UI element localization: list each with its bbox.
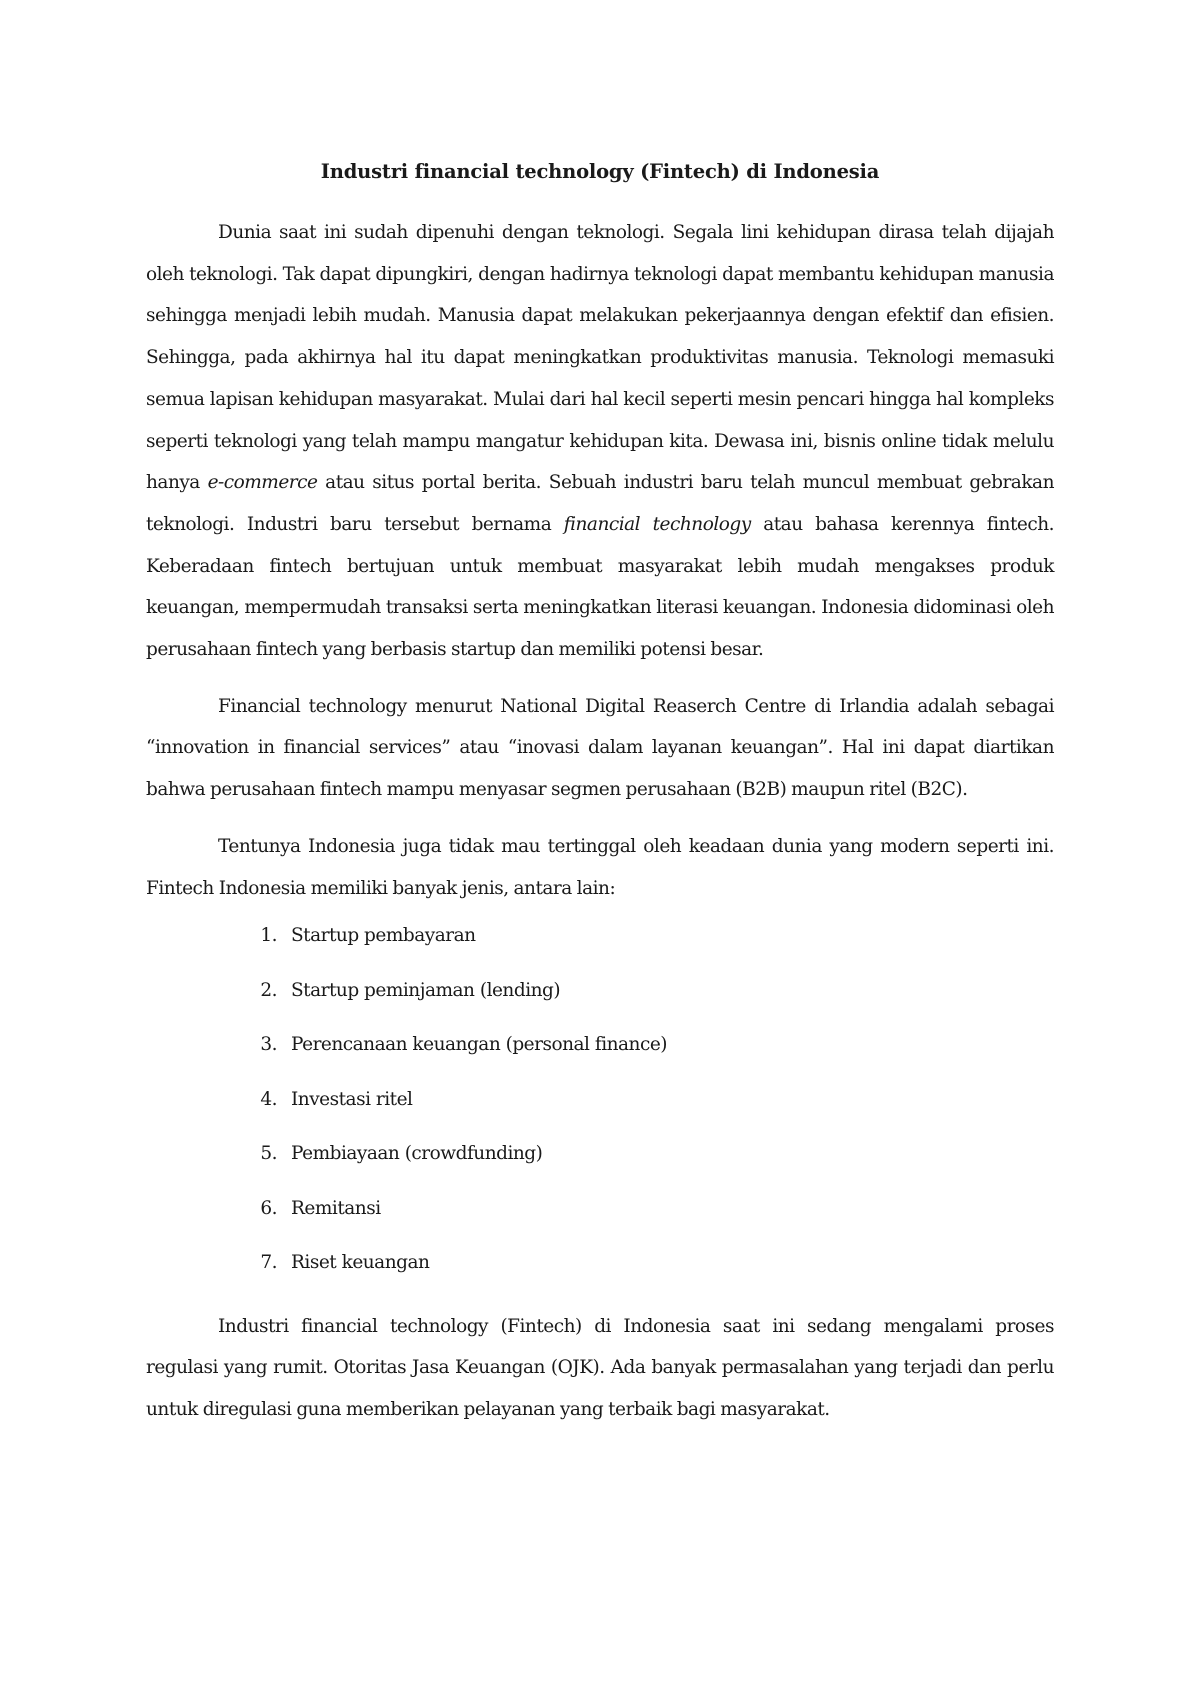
paragraph-definition: Financial technology menurut National Digital Reaserch Centre di Irlandia adalah sebagai “innovation in financial services” atau “inovasi dalam layanan keuangan”. Hal ini dapat diartikan bahwa perusahaan fintech mampu menyasar segmen perusahaan (B2B) maupun ritel (B2C). [146, 695, 1054, 801]
paragraph-types-intro: Tentunya Indonesia juga tidak mau tertinggal oleh keadaan dunia yang modern seperti ini. Fintech Indonesia memiliki banyak jenis, antara lain: [146, 835, 1054, 899]
list-item-text: Perencanaan keuangan (personal finance) [291, 1034, 667, 1056]
list-item-number: 4. [260, 1088, 277, 1110]
paragraph-intro-text-3: atau bahasa kerennya fintech. Keberadaan fintech bertujuan untuk membuat masyarakat lebih mudah mengakses produk keuangan, mempermudah transaksi serta meningkatkan literasi keuangan. Indonesia didominasi oleh perusahaan fintech yang berbasis startup dan memiliki potensi besar. [146, 513, 1054, 661]
list-item-number: 6. [260, 1197, 277, 1219]
list-item-number: 3. [260, 1034, 277, 1056]
paragraph-intro-text-2: atau situs portal berita. Sebuah industri baru telah muncul membuat gebrakan teknologi. Industri baru tersebut bernama [146, 472, 1054, 535]
paragraph-intro-text-1: Dunia saat ini sudah dipenuhi dengan teknologi. Segala lini kehidupan dirasa telah dijajah oleh teknologi. Tak dapat dipungkiri, dengan hadirnya teknologi dapat membantu kehidupan manusia sehingga menjadi lebih mudah. Manusia dapat melakukan pekerjaannya dengan efektif dan efisien. Sehingga, pada akhirnya hal itu dapat meningkatkan produktivitas manusia. Teknologi memasuki semua lapisan kehidupan masyarakat. Mulai dari hal kecil seperti mesin pencari hingga hal kompleks seperti teknologi yang telah mampu mangatur kehidupan kita. Dewasa ini, bisnis online tidak melulu hanya [146, 222, 1054, 494]
fintech-types-list [146, 924, 1054, 1275]
italic-term-financial-technology: financial technology [563, 513, 751, 535]
list-item [146, 1251, 1054, 1275]
document-body [146, 152, 1054, 1446]
list-item [146, 1197, 1054, 1221]
list-item-number: 2. [260, 979, 277, 1001]
paragraph-intro [146, 212, 1054, 671]
list-item-text: Investasi ritel [291, 1088, 413, 1110]
list-item [146, 1142, 1054, 1166]
list-item-text: Remitansi [291, 1197, 381, 1219]
italic-term-ecommerce: e-commerce [207, 472, 318, 494]
list-item [146, 979, 1054, 1003]
document-title: Industri financial technology (Fintech) di Indonesia [320, 160, 880, 183]
list-item-number: 5. [260, 1143, 277, 1165]
list-item-text: Startup pembayaran [291, 925, 476, 947]
list-item-text: Startup peminjaman (lending) [291, 979, 561, 1001]
list-item-text: Pembiayaan (crowdfunding) [291, 1143, 543, 1165]
list-item [146, 924, 1054, 948]
list-item [146, 1088, 1054, 1112]
paragraph-regulation: Industri financial technology (Fintech) di Indonesia saat ini sedang mengalami proses regulasi yang rumit. Otoritas Jasa Keuangan (OJK). Ada banyak permasalahan yang terjadi dan perlu untuk diregulasi guna memberikan pelayanan yang terbaik bagi masyarakat. [146, 1315, 1054, 1421]
list-item-text: Riset keuangan [291, 1252, 430, 1274]
list-item [146, 1033, 1054, 1057]
list-item-number: 1. [260, 925, 277, 947]
list-item-number: 7. [260, 1252, 277, 1274]
